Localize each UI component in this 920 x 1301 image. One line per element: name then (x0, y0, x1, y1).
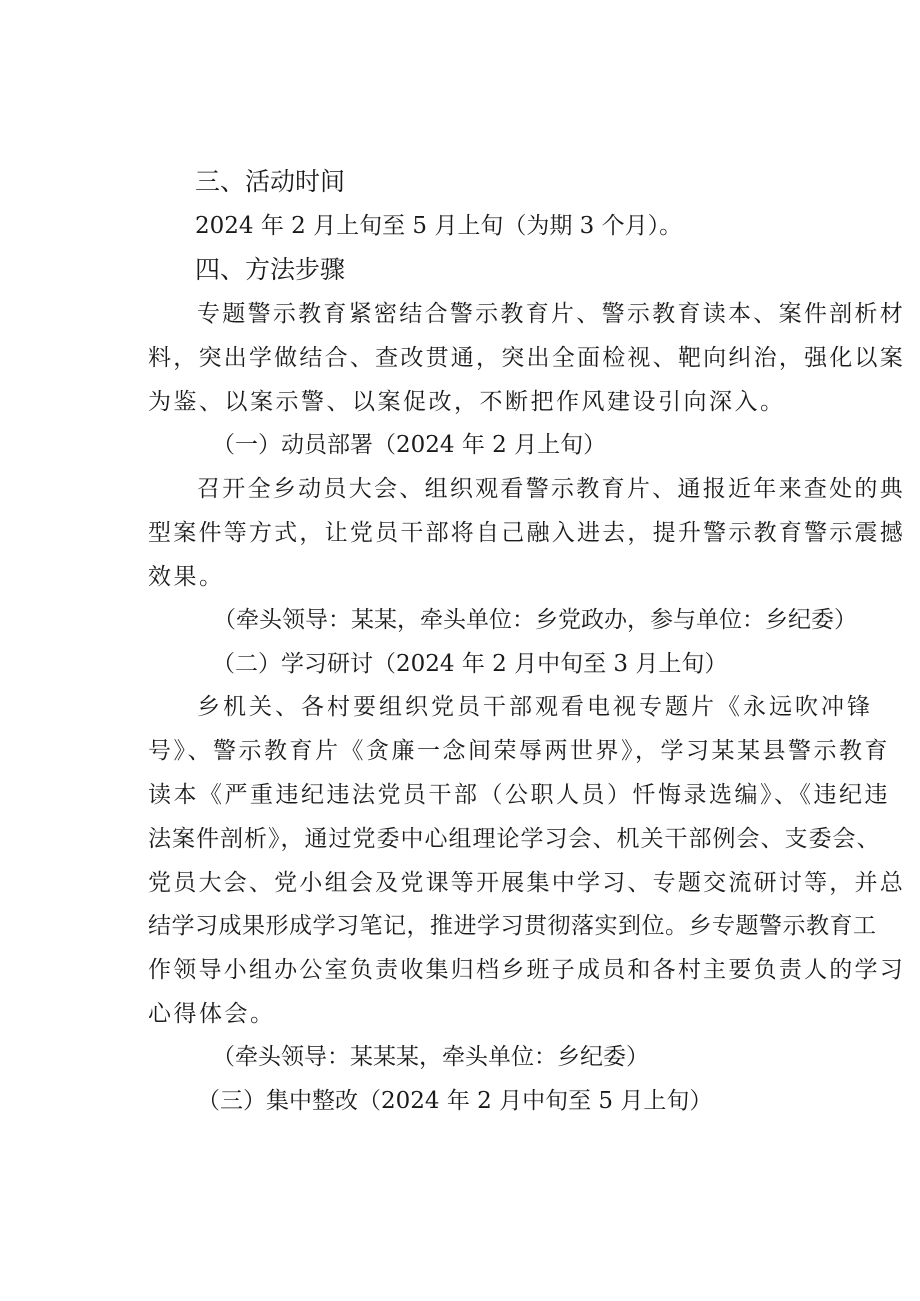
step-leader-note: （牵头领导：某某某，牵头单位：乡纪委） (212, 1044, 649, 1070)
paragraph-line: 料，突出学做结合、查改贯通，突出全面检视、靶向纠治，强化以案 (148, 345, 905, 371)
paragraph-line: 效果。 (148, 564, 225, 590)
paragraph-line: 专题警示教育紧密结合警示教育片、警示教育读本、案件剖析材 (197, 301, 905, 327)
paragraph-line: 心得体会。 (148, 1001, 276, 1027)
paragraph-line: 读本《严重违纪违法党员干部（公职人员）忏悔录选编》、《违纪违 (148, 782, 890, 808)
paragraph-line: 党员大会、党小组会及党课等开展集中学习、专题交流研讨等，并总 (148, 870, 905, 896)
paragraph-line: 型案件等方式，让党员干部将自己融入进去，提升警示教育警示震撼 (148, 520, 905, 546)
paragraph-line: 乡机关、各村要组织党员干部观看电视专题片《永远吹冲锋 (197, 694, 873, 720)
step-title-rectification: （三）集中整改（2024 年 2 月中旬至 5 月上旬） (197, 1088, 713, 1114)
paragraph-line: 作领导小组办公室负责收集归档乡班子成员和各村主要负责人的学习 (148, 957, 905, 983)
paragraph-line: 为鉴、以案示警、以案促改，不断把作风建设引向深入。 (148, 389, 786, 415)
section-heading-method-steps: 四、方法步骤 (195, 255, 346, 284)
step-leader-note: （牵头领导：某某，牵头单位：乡党政办，参与单位：乡纪委） (213, 607, 857, 633)
paragraph-line: 号》、警示教育片《贪廉一念间荣辱两世界》，学习某某县警示教育 (148, 738, 890, 764)
activity-time-text: 2024 年 2 月上旬至 5 月上旬（为期 3 个月）。 (195, 213, 683, 239)
paragraph-line: 结学习成果形成学习笔记，推进学习贯彻落实到位。乡专题警示教育工 (148, 913, 877, 939)
step-title-study: （二）学习研讨（2024 年 2 月中旬至 3 月上旬） (212, 651, 728, 677)
paragraph-line: 法案件剖析》，通过党委中心组理论学习会、机关干部例会、支委会、 (148, 826, 881, 852)
paragraph-line: 召开全乡动员大会、组织观看警示教育片、通报近年来查处的典 (197, 476, 905, 502)
step-title-mobilization: （一）动员部署（2024 年 2 月上旬） (212, 432, 607, 458)
section-heading-activity-time: 三、活动时间 (195, 167, 346, 196)
